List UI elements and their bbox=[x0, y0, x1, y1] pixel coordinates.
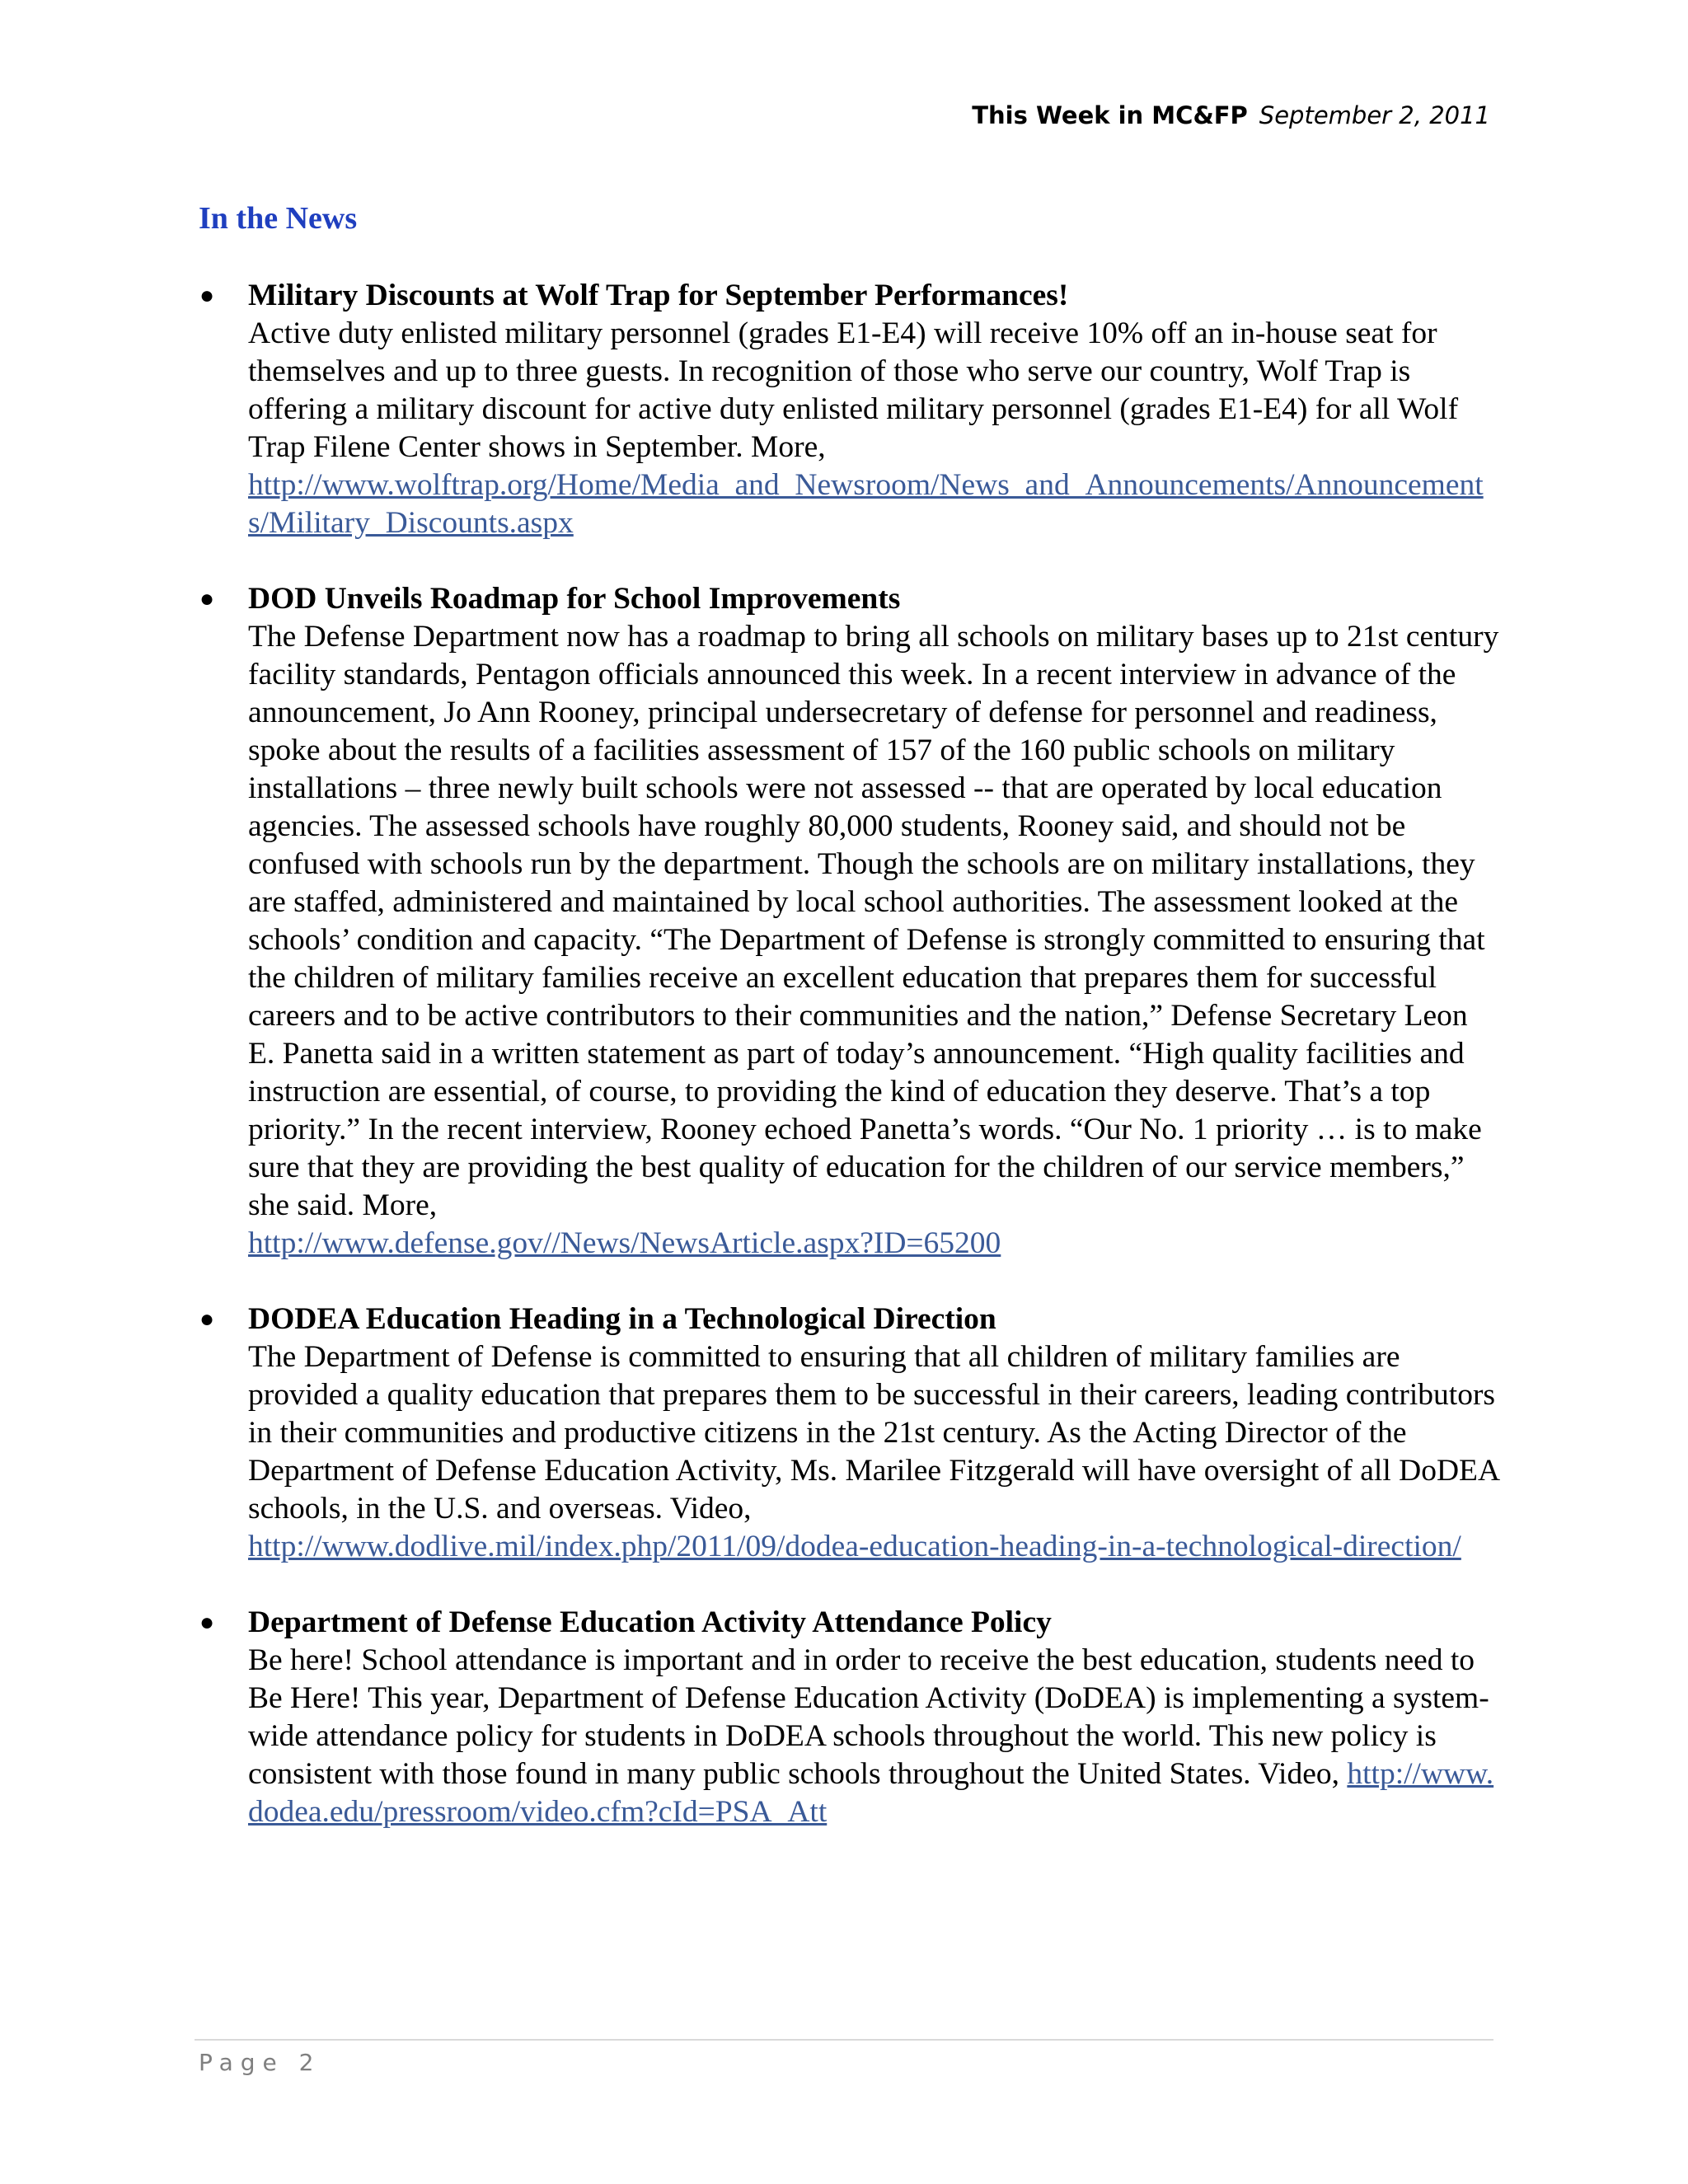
news-list bbox=[199, 277, 1501, 1869]
news-item bbox=[199, 277, 1501, 542]
news-item-link[interactable]: http://www.dodea.edu/pressroom/video.cfm?cId=PSA_Att bbox=[248, 1757, 1494, 1829]
news-item-body bbox=[248, 618, 1501, 1263]
news-item-text: The Defense Department now has a roadmap to bring all schools on military bases up to 21st century facility standards, Pentagon officials announced this week. In a recent interview in advance of the announcement, Jo Ann Rooney, principal undersecretary of defense for personnel and readiness, spoke about the results of a facilities assessment of 157 of the 160 public schools on military installations – three newly built schools were not assessed -- that are operated by local education agencies. The assessed schools have roughly 80,000 students, Rooney said, and should not be confused with schools run by the department. Though the schools are on military installations, they are staffed, administered and maintained by local school authorities. The assessment looked at the schools’ condition and capacity. “The Department of Defense is strongly committed to ensuring that the children of military families receive an excellent education that prepares them for successful careers and to be active contributors to their communities and the nation,” Defense Secretary Leon E. Panetta said in a written statement as part of today’s announcement. “High quality facilities and instruction are essential, of course, to providing the kind of education they deserve. That’s a top priority.” In the recent interview, Rooney echoed Panetta’s words. “Our No. 1 priority … is to make sure that they are providing the best quality of education for the children of our service members,” she said. More, bbox=[248, 620, 1499, 1222]
page-header bbox=[972, 99, 1490, 132]
news-item-link[interactable]: http://www.defense.gov//News/NewsArticle.aspx?ID=65200 bbox=[248, 1226, 1001, 1260]
news-item-text: The Department of Defense is committed to ensuring that all children of military families are provided a quality education that prepares them to be successful in their careers, leading contributors in their communities and productive citizens in the 21st century. As the Acting Director of the Department of Defense Education Activity, Ms. Marilee Fitzgerald will have oversight of all DoDEA schools, in the U.S. and overseas. Video, bbox=[248, 1340, 1498, 1526]
news-item-body bbox=[248, 1338, 1501, 1566]
news-item-title: Military Discounts at Wolf Trap for September Performances! bbox=[248, 279, 1069, 312]
footer-divider bbox=[195, 2039, 1493, 2041]
section-title: In the News bbox=[199, 201, 358, 236]
news-item bbox=[199, 1301, 1501, 1566]
page-number: Page 2 bbox=[199, 2049, 321, 2076]
news-item-body bbox=[248, 1642, 1501, 1831]
bullet-icon: ● bbox=[199, 585, 215, 612]
bullet-icon: ● bbox=[199, 1305, 215, 1333]
news-item-title: DODEA Education Heading in a Technological Direction bbox=[248, 1302, 996, 1336]
news-item-link[interactable]: http://www.wolftrap.org/Home/Media_and_Newsroom/News_and_Announcements/Announcements/Military_Discounts.aspx bbox=[248, 468, 1484, 540]
news-item-title: DOD Unveils Roadmap for School Improvements bbox=[248, 582, 901, 616]
news-item bbox=[199, 1604, 1501, 1831]
news-item-body bbox=[248, 315, 1501, 542]
news-item-link[interactable]: http://www.dodlive.mil/index.php/2011/09/dodea-education-heading-in-a-technological-direction/ bbox=[248, 1530, 1461, 1563]
news-item-title: Department of Defense Education Activity Attendance Policy bbox=[248, 1605, 1052, 1639]
news-item bbox=[199, 580, 1501, 1263]
news-item-text: Active duty enlisted military personnel (grades E1-E4) will receive 10% off an in-house seat for themselves and up to three guests. In recognition of those who serve our country, Wolf Trap is offering a military discount for active duty enlisted military personnel (grades E1-E4) for all Wolf Trap Filene Center shows in September. More, bbox=[248, 316, 1459, 464]
news-item-text: Be here! School attendance is important and in order to receive the best education, students need to Be Here! This year, Department of Defense Education Activity (DoDEA) is implementing a system-wide attendance policy for students in DoDEA schools throughout the world. This new policy is consistent with those found in many public schools throughout the United States. Video, bbox=[248, 1643, 1489, 1791]
publication-date: September 2, 2011 bbox=[1259, 101, 1490, 129]
publication-title: This Week in MC&FP bbox=[972, 101, 1248, 129]
bullet-icon: ● bbox=[199, 1609, 215, 1636]
bullet-icon: ● bbox=[199, 282, 215, 309]
